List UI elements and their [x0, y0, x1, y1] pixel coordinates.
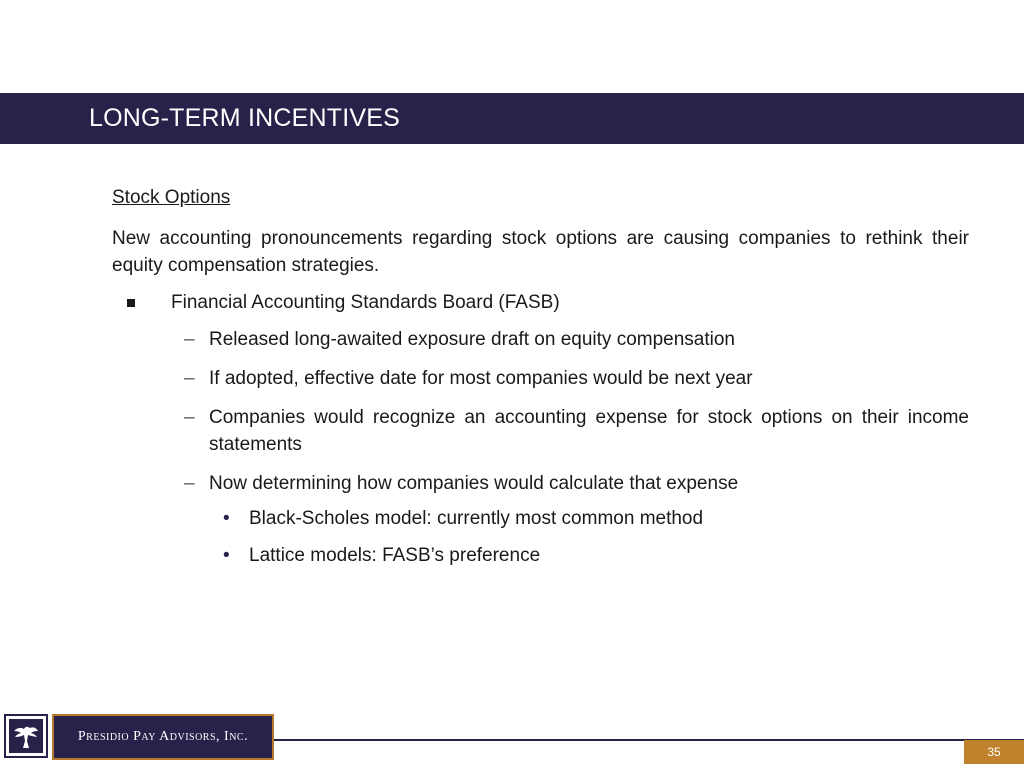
sub-bullet-item — [112, 470, 969, 497]
sub-sub-bullet-text: Lattice models: FASB’s preference — [249, 545, 541, 566]
sub-bullet-text: Now determining how companies would calculate that expense — [209, 473, 739, 494]
sub-bullet-item — [112, 326, 969, 353]
sub-bullet-text: Companies would recognize an accounting expense for stock options on their income statements — [209, 407, 969, 455]
sub-bullet-item — [112, 365, 969, 392]
company-name: Presidio Pay Advisors, Inc. — [77, 729, 249, 744]
dash-bullet-icon: – — [184, 473, 195, 494]
bullet-item — [112, 289, 969, 316]
sub-bullet-text: Released long-awaited exposure draft on equity compensation — [209, 329, 735, 350]
page-number: 35 — [964, 740, 1024, 764]
title-bar — [0, 93, 1024, 144]
dash-bullet-icon: – — [184, 407, 195, 428]
tree-logo-icon — [9, 719, 43, 753]
dash-bullet-icon: – — [184, 368, 195, 389]
square-bullet-icon — [127, 299, 135, 307]
company-name-box — [52, 714, 274, 760]
slide-content — [112, 184, 969, 579]
sub-sub-bullet-item — [112, 505, 969, 532]
footer-rule — [272, 739, 1024, 741]
intro-paragraph: New accounting pronouncements regarding stock options are causing companies to rethink their equity compensation strategies. — [112, 228, 969, 276]
sub-bullet-item — [112, 404, 969, 458]
dash-bullet-icon: – — [184, 329, 195, 350]
slide-title: LONG-TERM INCENTIVES — [89, 104, 400, 132]
dot-bullet-icon: • — [223, 545, 230, 566]
section-heading: Stock Options — [112, 187, 231, 208]
sub-sub-bullet-item — [112, 542, 969, 569]
dot-bullet-icon: • — [223, 508, 230, 529]
sub-bullet-text: If adopted, effective date for most companies would be next year — [209, 368, 753, 389]
company-logo — [4, 714, 48, 758]
bullet-text: Financial Accounting Standards Board (FASB) — [171, 292, 560, 313]
sub-sub-bullet-text: Black-Scholes model: currently most common method — [249, 508, 704, 529]
